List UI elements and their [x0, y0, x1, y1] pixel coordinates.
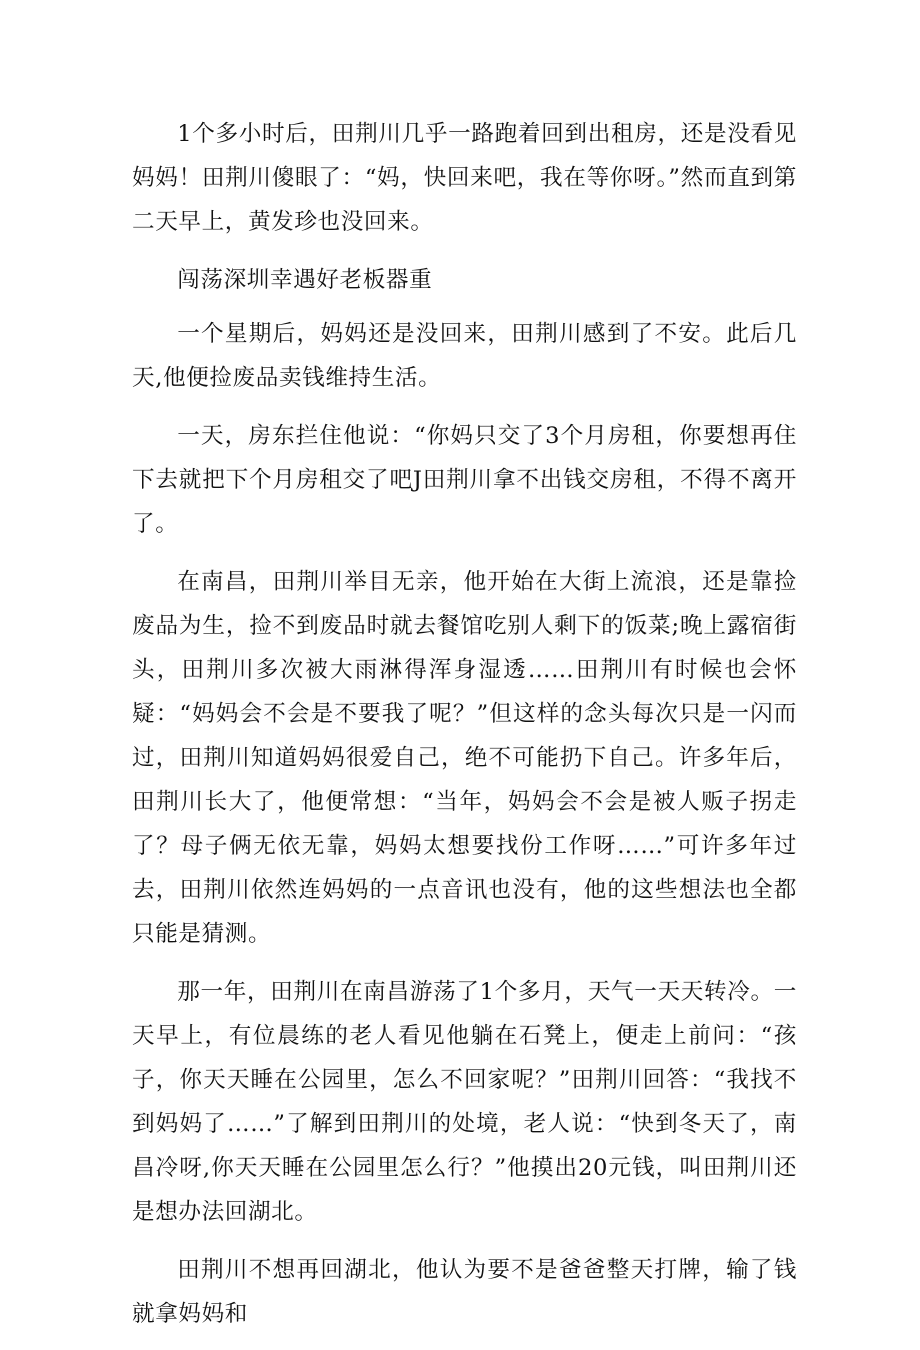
paragraph-landlord: 一天，房东拦住他说：“你妈只交了3个月房租，你要想再住下去就把下个月房租交了吧J田荆川拿不出钱交房租，不得不离开了。: [132, 423, 797, 537]
paragraph-not-return-hubei: 田荆川不想再回湖北，他认为要不是爸爸整天打牌，输了钱就拿妈妈和: [132, 1257, 797, 1327]
document-page: [132, 112, 797, 1350]
paragraph-return-home: 1个多小时后，田荆川几乎一路跑着回到出租房，还是没看见妈妈！田荆川傻眼了：“妈，快回来吧，我在等你呀。”然而直到第二天早上，黄发珍也没回来。: [132, 121, 797, 235]
paragraph-old-man: 那一年，田荆川在南昌游荡了1个多月，天气一天天转冷。一天早上，有位晨练的老人看见他躺在石凳上，便走上前问：“孩子，你天天睡在公园里，怎么不回家呢？”田荆川回答：“我找不到妈妈了……”了解到田荆川的处境，老人说：“快到冬天了，南昌冷呀,你天天睡在公园里怎么行？”他摸出20元钱，叫田荆川还是想办法回湖北。: [132, 979, 797, 1225]
paragraph-nanchang-wandering: 在南昌，田荆川举目无亲，他开始在大街上流浪，还是靠捡废品为生，捡不到废品时就去餐馆吃别人剩下的饭菜;晚上露宿街头，田荆川多次被大雨淋得浑身湿透……田荆川有时候也会怀疑：“妈妈会不会是不要我了呢？”但这样的念头每次只是一闪而过，田荆川知道妈妈很爱自己，绝不可能扔下自己。许多年后，田荆川长大了，他便常想：“当年，妈妈会不会是被人贩子拐走了？母子俩无依无靠，妈妈太想要找份工作呀……”可许多年过去，田荆川依然连妈妈的一点音讯也没有，他的这些想法也全都只能是猜测。: [132, 569, 797, 947]
section-heading: 闯荡深圳幸遇好老板器重: [177, 267, 433, 293]
paragraph-one-week-later: 一个星期后，妈妈还是没回来，田荆川感到了不安。此后几天,他便捡废品卖钱维持生活。: [132, 321, 797, 391]
